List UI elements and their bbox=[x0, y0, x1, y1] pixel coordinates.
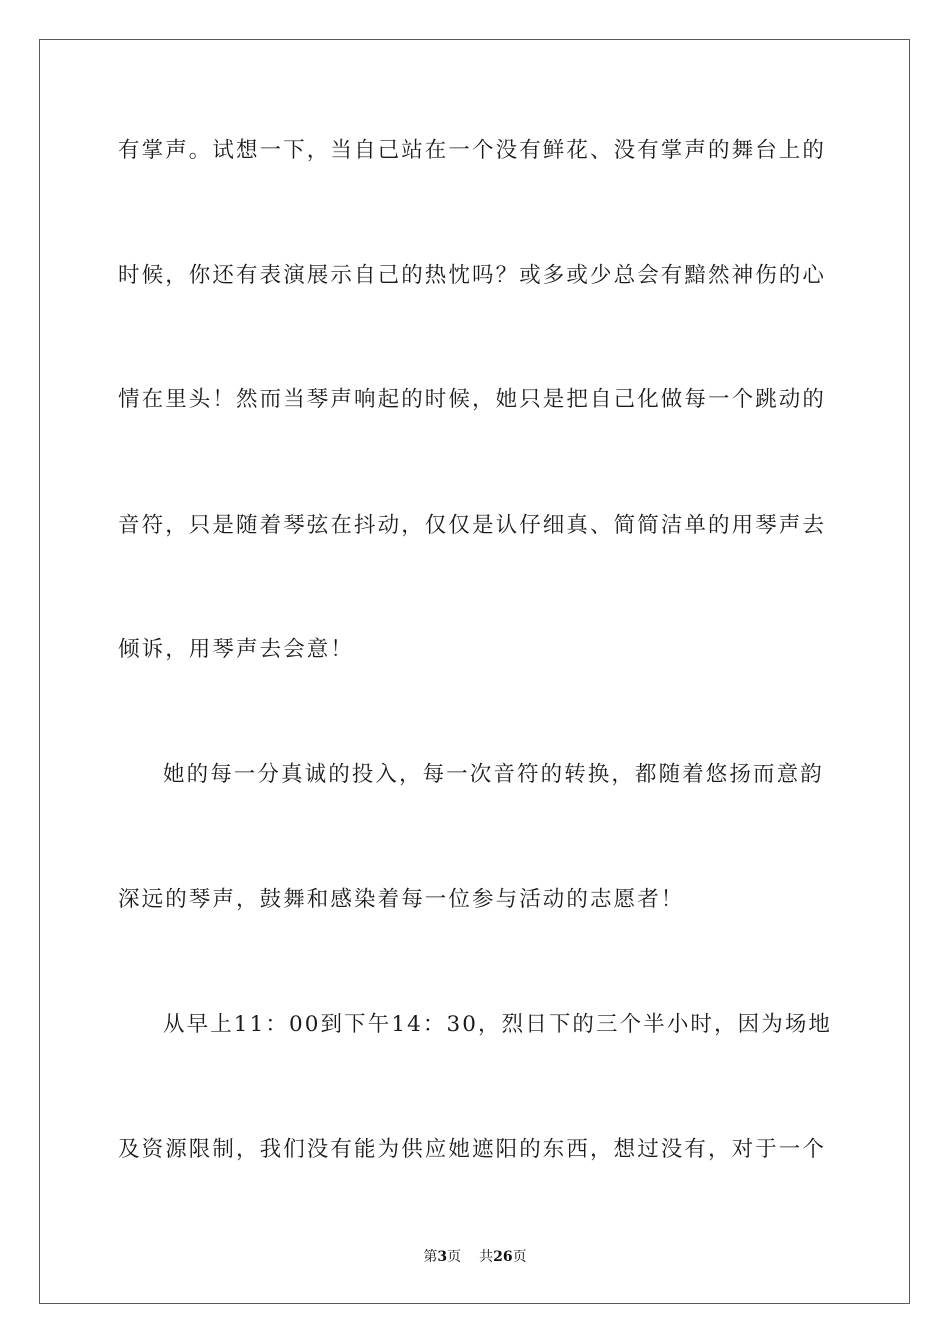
page-footer bbox=[0, 1247, 950, 1267]
text-line: 有掌声。试想一下，当自己站在一个没有鲜花、没有掌声的舞台上的 bbox=[118, 138, 827, 163]
total-label-prefix: 共 bbox=[479, 1249, 494, 1265]
text-line: 情在里头！然而当琴声响起的时候，她只是把自己化做每一个跳动的 bbox=[118, 387, 827, 412]
total-pages: 26 bbox=[493, 1249, 513, 1265]
page-number: 3 bbox=[437, 1249, 448, 1265]
text-line: 深远的琴声，鼓舞和感染着每一位参与活动的志愿者！ bbox=[118, 887, 685, 912]
total-label-suffix: 页 bbox=[512, 1249, 527, 1265]
paragraph-first-line: 从早上11：00到下午14：30，烈日下的三个半小时，因为场地 bbox=[163, 1012, 833, 1037]
text-line: 及资源限制，我们没有能为供应她遮阳的东西，想过没有，对于一个 bbox=[118, 1137, 827, 1162]
page-border bbox=[39, 39, 910, 1304]
text-line: 倾诉，用琴声去会意！ bbox=[118, 637, 355, 662]
text-line: 音符，只是随着琴弦在抖动，仅仅是认仔细真、简简洁单的用琴声去 bbox=[118, 513, 827, 538]
text-line: 时候，你还有表演展示自己的热忱吗？或多或少总会有黯然神伤的心 bbox=[118, 263, 827, 288]
page-label-suffix: 页 bbox=[447, 1249, 462, 1265]
paragraph-first-line: 她的每一分真诚的投入，每一次音符的转换，都随着悠扬而意韵 bbox=[163, 762, 824, 787]
page-label-prefix: 第 bbox=[423, 1249, 438, 1265]
